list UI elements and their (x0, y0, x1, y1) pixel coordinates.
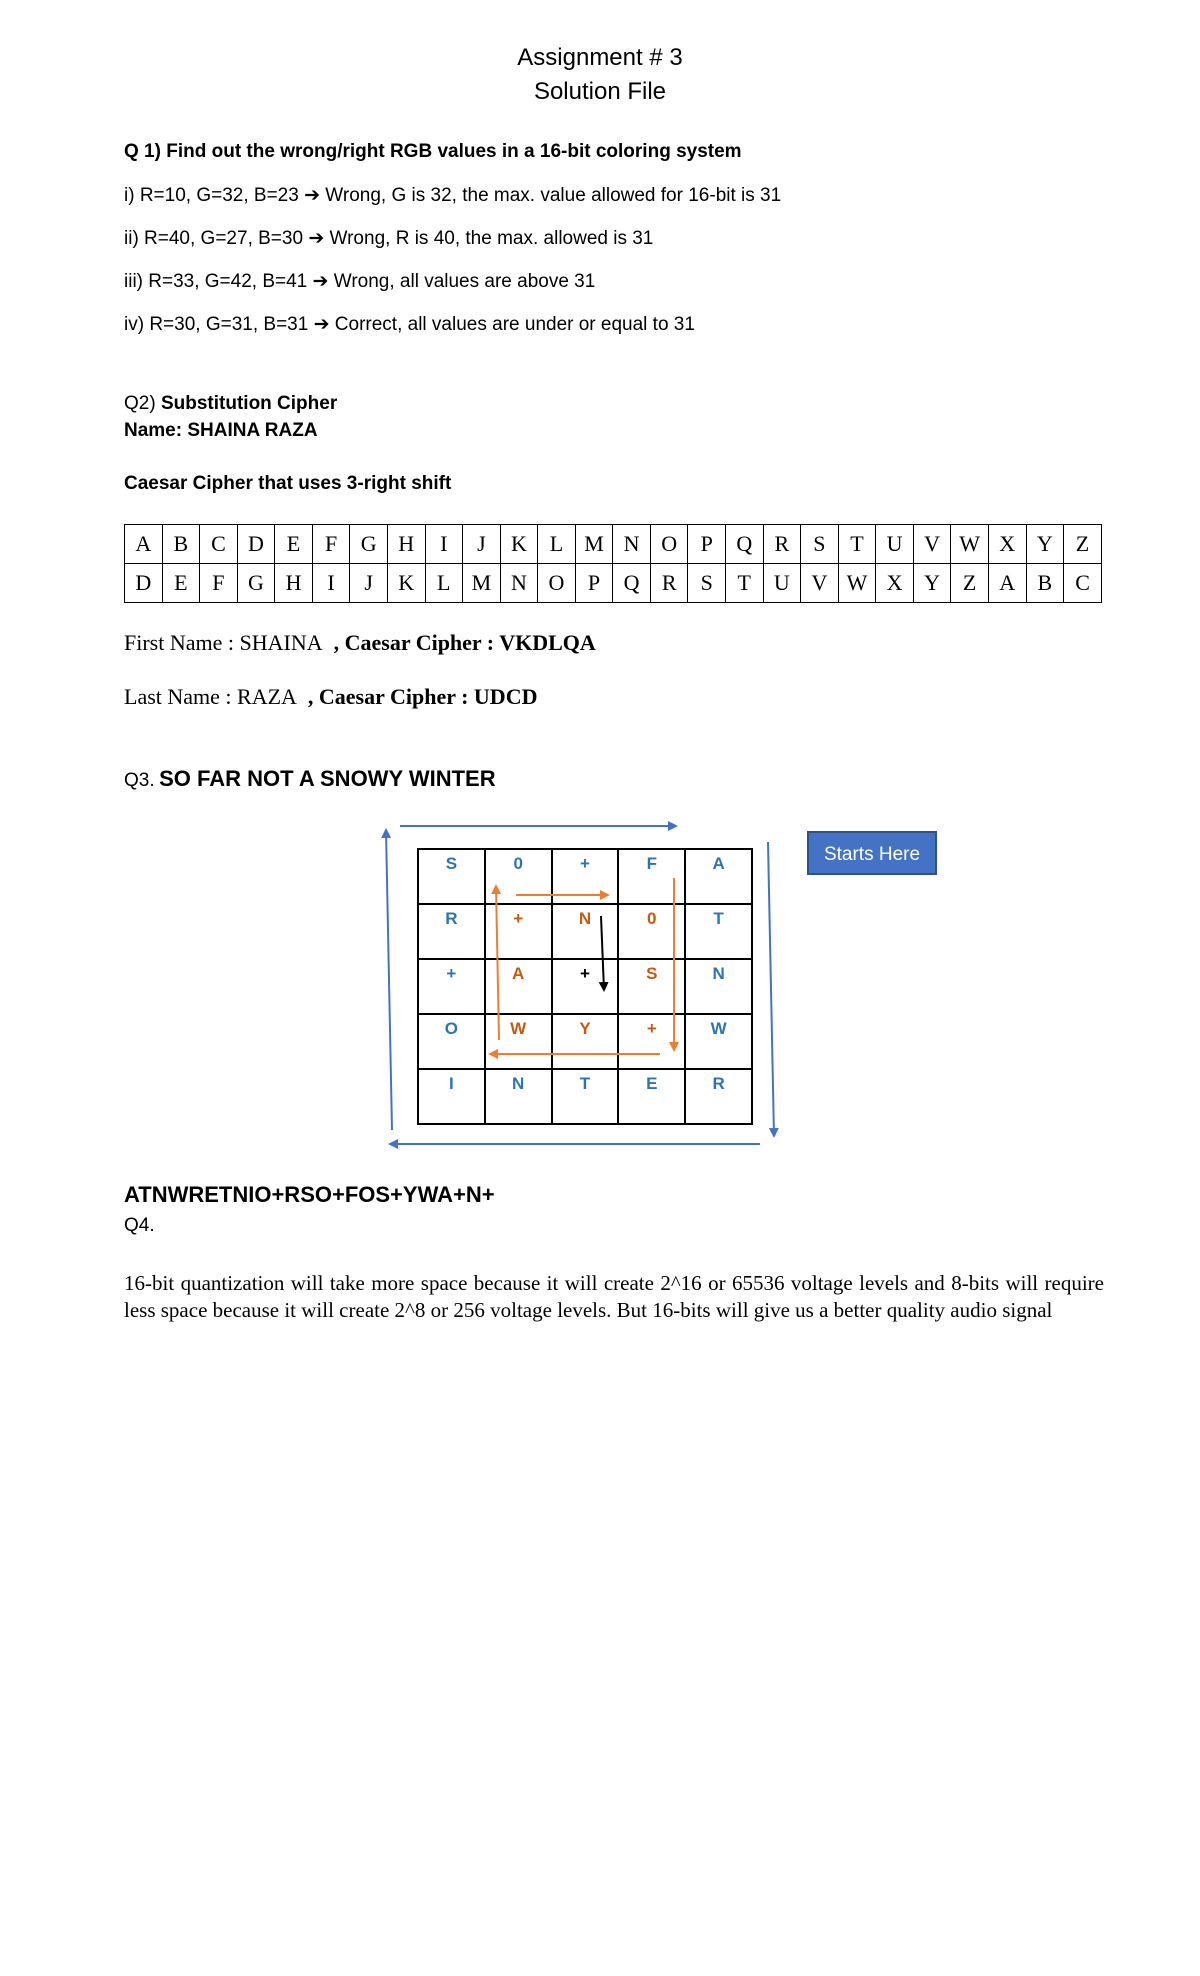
cipher-letter-cell: S (688, 564, 726, 603)
arrow-right-icon: ➔ (304, 185, 321, 206)
grid-cell: T (685, 904, 752, 959)
cipher-letter-cell: U (763, 564, 801, 603)
cipher-letter-cell: G (237, 564, 275, 603)
first-name-cipher: , Caesar Cipher : VKDLQA (333, 630, 596, 655)
grid-cell: E (618, 1069, 685, 1124)
plain-letter-cell: R (763, 525, 801, 564)
cipher-letter-cell: V (801, 564, 839, 603)
cipher-letter-cell: X (876, 564, 914, 603)
q1-item-answer: Wrong, G is 32, the max. value allowed for 16-bit is 31 (325, 185, 782, 206)
cipher-letter-cell: F (200, 564, 238, 603)
cipher-letter-cell: T (726, 564, 764, 603)
q2-subheading: Caesar Cipher that uses 3-right shift (124, 473, 452, 494)
plain-letter-cell: M (575, 525, 613, 564)
cipher-letter-cell: O (538, 564, 576, 603)
grid-cell: F (618, 849, 685, 904)
arrow-up-left-edge (386, 830, 392, 1130)
q1-item-values: ii) R=40, G=27, B=30 (124, 228, 304, 249)
plain-letter-cell: Z (1064, 525, 1102, 564)
plain-letter-cell: J (463, 525, 501, 564)
q4-answer-paragraph: 16-bit quantization will take more space because it will create 2^16 or 65536 voltage levels and 8-bits will require less space because it will create 2^8 or 256 voltage levels. But 16-bits will give us a better quality audio signal (124, 1271, 1104, 1322)
arrow-right-icon: ➔ (312, 271, 329, 292)
grid-cell: N (485, 1069, 552, 1124)
q2-name: Name: SHAINA RAZA (124, 420, 318, 441)
grid-cell: + (418, 959, 485, 1014)
arrow-down-right-edge (768, 842, 774, 1136)
cipher-letter-cell: P (575, 564, 613, 603)
grid-cell: + (485, 904, 552, 959)
grid-cell: 0 (618, 904, 685, 959)
q3-title: SO FAR NOT A SNOWY WINTER (159, 766, 496, 791)
q1-item-values: iv) R=30, G=31, B=31 (124, 314, 309, 335)
grid-cell: A (485, 959, 552, 1014)
q3-label: Q3. (124, 770, 155, 791)
plain-letter-cell: X (988, 525, 1026, 564)
grid-cell: R (685, 1069, 752, 1124)
grid-cell: W (685, 1014, 752, 1069)
grid-cell: 0 (485, 849, 552, 904)
plain-letter-cell: K (500, 525, 538, 564)
cipher-letter-cell: M (463, 564, 501, 603)
last-name-label: Last Name : RAZA (124, 684, 297, 709)
plain-letter-cell: W (951, 525, 989, 564)
plain-letter-cell: F (312, 525, 350, 564)
cipher-letter-cell: Z (951, 564, 989, 603)
cipher-letter-cell: Q (613, 564, 651, 603)
q1-item-answer: Wrong, all values are above 31 (333, 271, 596, 292)
cipher-letter-cell: L (425, 564, 463, 603)
plain-letter-cell: L (538, 525, 576, 564)
cipher-letter-cell: B (1026, 564, 1064, 603)
starts-here-label: Starts Here (807, 831, 937, 875)
cipher-letter-cell: J (350, 564, 388, 603)
plain-letter-cell: Q (726, 525, 764, 564)
plain-letter-cell: S (801, 525, 839, 564)
page-title: Assignment # 3 (517, 44, 683, 71)
cipher-letter-cell: C (1064, 564, 1102, 603)
arrow-right-icon: ➔ (308, 228, 325, 249)
cipher-letter-cell: R (650, 564, 688, 603)
plain-letter-cell: Y (1026, 525, 1064, 564)
q1-heading: Q 1) Find out the wrong/right RGB values in a 16-bit coloring system (124, 141, 742, 162)
first-name-label: First Name : SHAINA (124, 630, 323, 655)
arrow-right-icon: ➔ (313, 314, 330, 335)
grid-cell: S (418, 849, 485, 904)
plain-letter-cell: P (688, 525, 726, 564)
q1-item-values: i) R=10, G=32, B=23 (124, 185, 299, 206)
cipher-letter-cell: Y (913, 564, 951, 603)
cipher-letter-cell: N (500, 564, 538, 603)
plain-letter-cell: E (275, 525, 313, 564)
grid-cell: + (552, 959, 619, 1014)
plain-letter-cell: N (613, 525, 651, 564)
grid-cell: Y (552, 1014, 619, 1069)
plain-letter-cell: U (876, 525, 914, 564)
grid-cell: R (418, 904, 485, 959)
q1-item-values: iii) R=33, G=42, B=41 (124, 271, 308, 292)
plain-letter-cell: V (913, 525, 951, 564)
grid-cell: N (552, 904, 619, 959)
q1-item-answer: Correct, all values are under or equal to 31 (334, 314, 695, 335)
plain-letter-cell: T (838, 525, 876, 564)
plain-letter-cell: I (425, 525, 463, 564)
cipher-letter-cell: H (275, 564, 313, 603)
grid-cell: + (618, 1014, 685, 1069)
grid-cell: S (618, 959, 685, 1014)
cipher-letter-cell: A (988, 564, 1026, 603)
arrow-up-inner-left (496, 886, 499, 1040)
plain-letter-cell: G (350, 525, 388, 564)
cipher-letter-cell: W (838, 564, 876, 603)
last-name-cipher: , Caesar Cipher : UDCD (307, 684, 538, 709)
grid-cell: W (485, 1014, 552, 1069)
plain-letter-cell: B (162, 525, 200, 564)
q2-title: Substitution Cipher (160, 393, 338, 414)
grid-cell: I (418, 1069, 485, 1124)
grid-cell: A (685, 849, 752, 904)
q4-label: Q4. (124, 1215, 155, 1236)
cipher-letter-cell: K (387, 564, 425, 603)
grid-cell: + (552, 849, 619, 904)
cipher-letter-cell: E (162, 564, 200, 603)
q1-item-answer: Wrong, R is 40, the max. allowed is 31 (329, 228, 654, 249)
cipher-letter-cell: I (312, 564, 350, 603)
cipher-letter-cell: D (125, 564, 163, 603)
plain-letter-cell: A (125, 525, 163, 564)
arrow-down-center (601, 916, 604, 990)
grid-cell: N (685, 959, 752, 1014)
plain-letter-cell: O (650, 525, 688, 564)
plain-letter-cell: H (387, 525, 425, 564)
q3-answer: ATNWRETNIO+RSO+FOS+YWA+N+ (124, 1182, 495, 1207)
q2-label: Q2) (124, 393, 156, 414)
plain-letter-cell: D (237, 525, 275, 564)
grid-cell: T (552, 1069, 619, 1124)
page-subtitle: Solution File (533, 78, 667, 105)
grid-cell: O (418, 1014, 485, 1069)
plain-letter-cell: C (200, 525, 238, 564)
